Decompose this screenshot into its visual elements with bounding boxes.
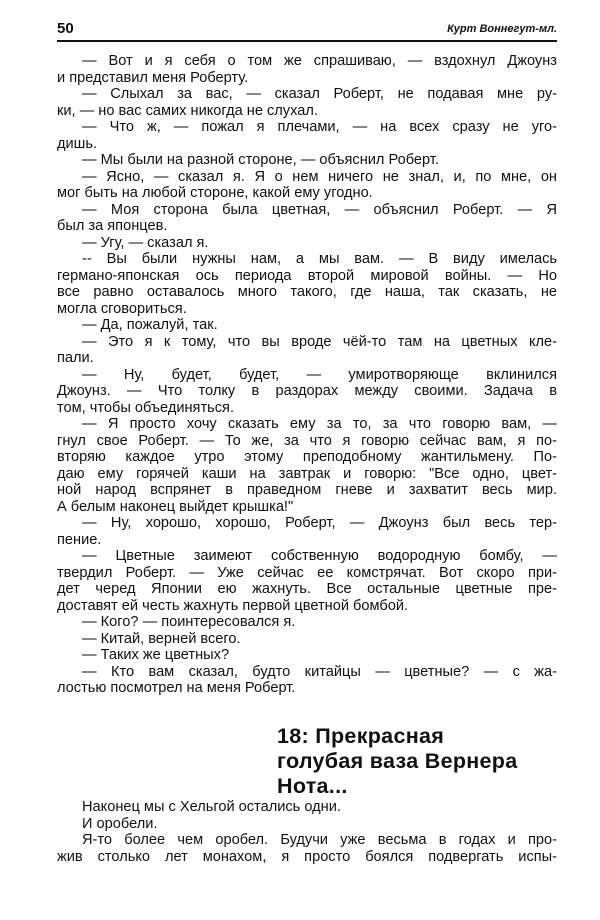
text-line: — Угу, — сказал я. <box>82 234 209 251</box>
text-line: — Я просто хочу сказать ему за то, за что говорю вам, — <box>82 416 557 432</box>
text-line: все равно оставалось много такого, где наша, так сказать, не <box>57 284 557 300</box>
text-line: лостью посмотрел на меня Роберт. <box>57 680 296 696</box>
text-line: дет черед Японии ею жахнуть. Все остальные цветные пре- <box>57 581 557 597</box>
text-line: — Вот и я себя о том же спрашиваю, — вздохнул Джоунз <box>82 53 557 69</box>
text-line: — Кто вам сказал, будто китайцы — цветные? — с жа- <box>82 663 557 680</box>
text-line: пали. <box>57 350 94 366</box>
text-line: — Что ж, — пожал я плечами, — на всех сразу не уго- <box>82 119 557 135</box>
text-line: — Таких же цветных? <box>82 647 230 663</box>
text-line: — Мы были на разной стороне, — объяснил Роберт. <box>82 152 439 168</box>
text-line: — Моя сторона была цветная, — объяснил Роберт. — Я <box>82 201 557 218</box>
text-line: гнул свое Роберт. — То же, за что я говорю сейчас вам, я по- <box>57 432 557 449</box>
text-line: ки, — но вас самих никогда не слухал. <box>57 102 318 119</box>
text-line: — Китай, верней всего. <box>82 630 241 647</box>
text-line: дишь. <box>57 135 98 152</box>
chapter-title-line: голубая ваза Вернера <box>277 749 518 773</box>
chapter-title-line: 18: Прекрасная <box>277 724 445 748</box>
text-line: — Ну, будет, будет, — умиротворяюще вклинился <box>82 366 557 383</box>
body-text <box>57 53 557 697</box>
text-line: германо-японская ось периода второй мировой войны. — Но <box>57 267 557 284</box>
text-line: — Цветные заимеют собственную водородную бомбу, — <box>82 548 557 564</box>
chapter-body-text <box>57 799 557 865</box>
text-line: твердил Роберт. — Уже сейчас ее комстрячат. Вот скоро при- <box>57 564 557 581</box>
text-line: — Слыхал за вас, — сказал Роберт, не подавая мне ру- <box>82 86 557 102</box>
text-line: Наконец мы с Хельгой остались одни. <box>82 799 341 815</box>
text-line: доставят ей честь жахнуть первой цветной бомбой. <box>57 597 409 614</box>
text-line: — Кого? — поинтересовался я. <box>82 614 296 630</box>
text-line: Джоунз. — Что толку в раздорах между своими. Задача в <box>57 383 557 399</box>
text-line: и представил меня Роберту. <box>57 69 249 86</box>
page-header <box>57 20 557 42</box>
text-line: Я-то более чем оробел. Будучи уже весьма в годах и про- <box>82 832 557 848</box>
text-line: ной народ вспрянет в праведном гневе и захватит весь мир. <box>57 482 557 498</box>
text-line: том, чтобы объединяться. <box>57 399 234 416</box>
text-line: жив столько лет монахом, я просто боялся подвергать испы- <box>57 848 557 865</box>
text-line: мог быть на любой стороне, какой ему угодно. <box>57 185 373 201</box>
running-head: Курт Воннегут-мл. <box>447 23 557 35</box>
text-line: -- Вы были нужны нам, а мы вам. — В виду имелась <box>82 251 557 267</box>
text-line: — Да, пожалуй, так. <box>82 317 218 333</box>
text-line: пение. <box>57 531 102 548</box>
chapter-heading <box>277 724 518 799</box>
text-line: — Это я к тому, что вы вроде чёй-то там на цветных кле- <box>82 333 557 350</box>
text-line: был за японцев. <box>57 218 168 234</box>
text-line: А белым наконец выйдет крышка!" <box>57 498 294 515</box>
page-number: 50 <box>57 20 74 37</box>
text-line: вторяю каждое утро этому преподобному жантильмену. По- <box>57 449 557 465</box>
text-line: могла сговориться. <box>57 300 187 317</box>
text-line: — Ну, хорошо, хорошо, Роберт, — Джоунз был весь тер- <box>82 515 557 531</box>
text-line: — Ясно, — сказал я. Я о нем ничего не знал, и, по мне, он <box>82 168 557 185</box>
text-line: даю ему горячей каши на завтрак и говорю: "Все одно, цвет- <box>57 465 557 482</box>
text-line: И оробели. <box>82 815 158 832</box>
chapter-title-line: Нота... <box>277 774 348 798</box>
